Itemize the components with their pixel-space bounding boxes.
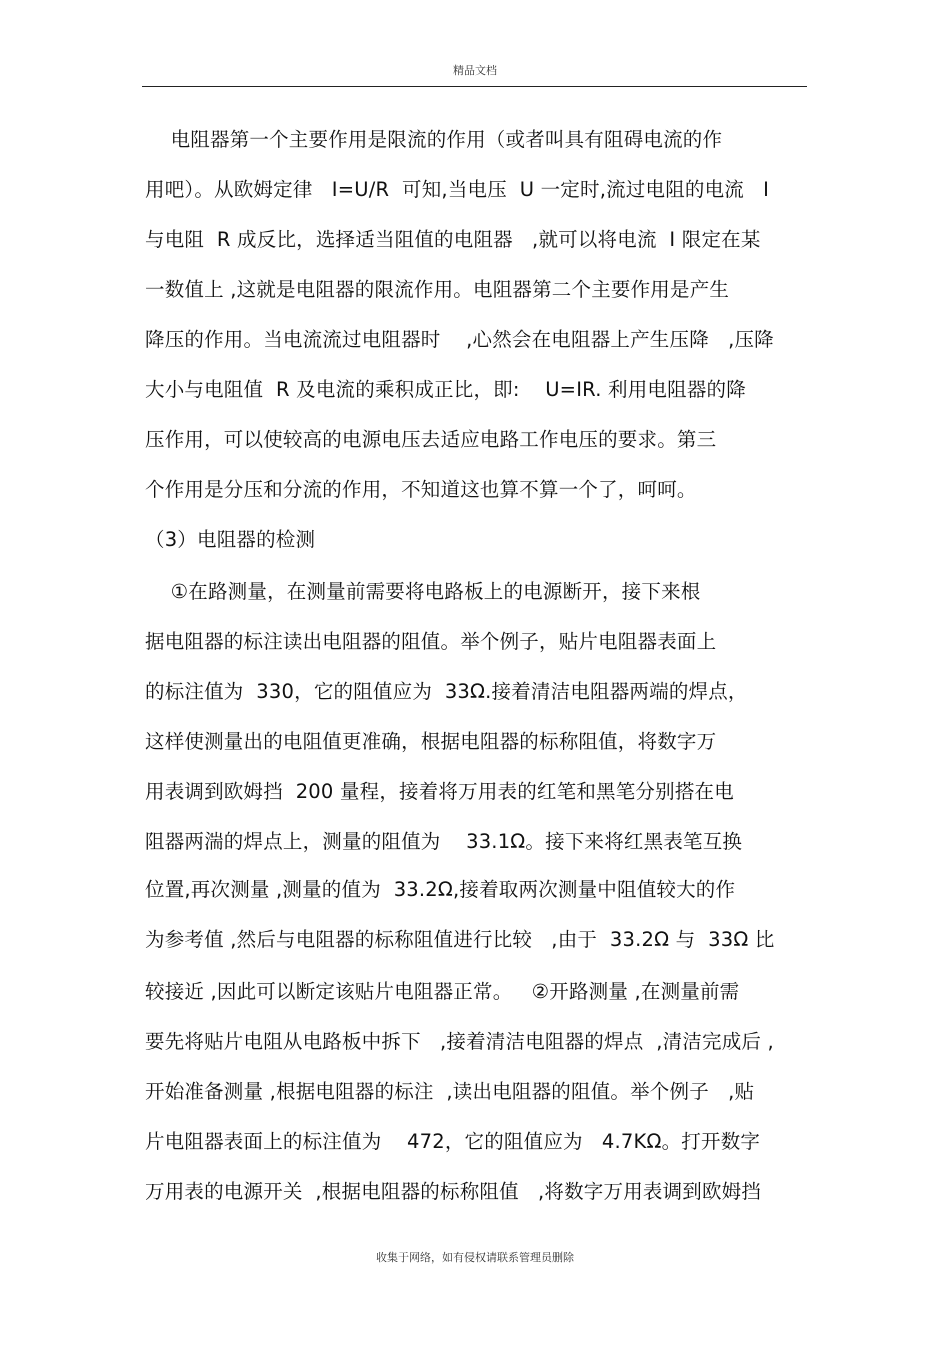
body-line: 与电阻 R 成反比，选择适当阻值的电阻器 ,就可以将电流 I 限定在某 [145,228,761,251]
body-line: 位置,再次测量 ,测量的值为 33.2Ω,接着取两次测量中阻值较大的作 [145,878,736,901]
body-line: 的标注值为 330，它的阻值应为 33Ω.接着清洁电阻器两端的焊点， [145,680,748,703]
body-line: 降压的作用。当电流流过电阻器时 ,心然会在电阻器上产生压降 ,压降 [145,328,774,351]
page-header: 精品文档 [453,64,497,77]
body-line: 个作用是分压和分流的作用，不知道这也算不算一个了，呵呵。 [145,478,697,501]
body-line: 电阻器第一个主要作用是限流的作用（或者叫具有阻碍电流的作 [145,128,723,151]
body-line: 一数值上 ,这就是电阻器的限流作用。电阻器第二个主要作用是产生 [145,278,730,301]
body-line: 较接近 ,因此可以断定该贴片电阻器正常。 ②开路测量 ,在测量前需 [145,980,740,1003]
body-line: 用吧）。从欧姆定律 I=U/R 可知,当电压 U 一定时,流过电阻的电流 I [145,178,770,201]
body-line: 压作用，可以使较高的电源电压去适应电路工作电压的要求。第三 [145,428,717,451]
header-divider [142,86,807,87]
section-heading: （3）电阻器的检测 [145,528,316,551]
body-line: 片电阻器表面上的标注值为 472，它的阻值应为 4.7KΩ。打开数字 [145,1130,761,1153]
body-line: 为参考值 ,然后与电阻器的标称阻值进行比较 ,由于 33.2Ω 与 33Ω 比 [145,928,775,951]
body-line: 万用表的电源开关 ,根据电阻器的标称阻值 ,将数字万用表调到欧姆挡 [145,1180,762,1203]
body-line: 开始准备测量 ,根据电阻器的标注 ,读出电阻器的阻值。举个例子 ,贴 [145,1080,755,1103]
body-line: 阻器两湍的焊点上，测量的阻值为 33.1Ω。接下来将红黑表笔互换 [145,830,743,853]
body-line: 这样使测量出的电阻值更准确，根据电阻器的标称阻值，将数字万 [145,730,717,753]
page-footer: 收集于网络，如有侵权请联系管理员删除 [376,1251,574,1264]
body-line: 要先将贴片电阻从电路板中拆下 ,接着清洁电阻器的焊点 ,清洁完成后 , [145,1030,774,1053]
body-line: 用表调到欧姆挡 200 量程，接着将万用表的红笔和黑笔分别搭在电 [145,780,734,803]
body-line: 据电阻器的标注读出电阻器的阻值。举个例子，贴片电阻器表面上 [145,630,717,653]
body-line: ①在路测量，在测量前需要将电路板上的电源断开，接下来根 [145,580,701,603]
body-line: 大小与电阻值 R 及电流的乘积成正比，即: U=IR. 利用电阻器的降 [145,378,746,401]
